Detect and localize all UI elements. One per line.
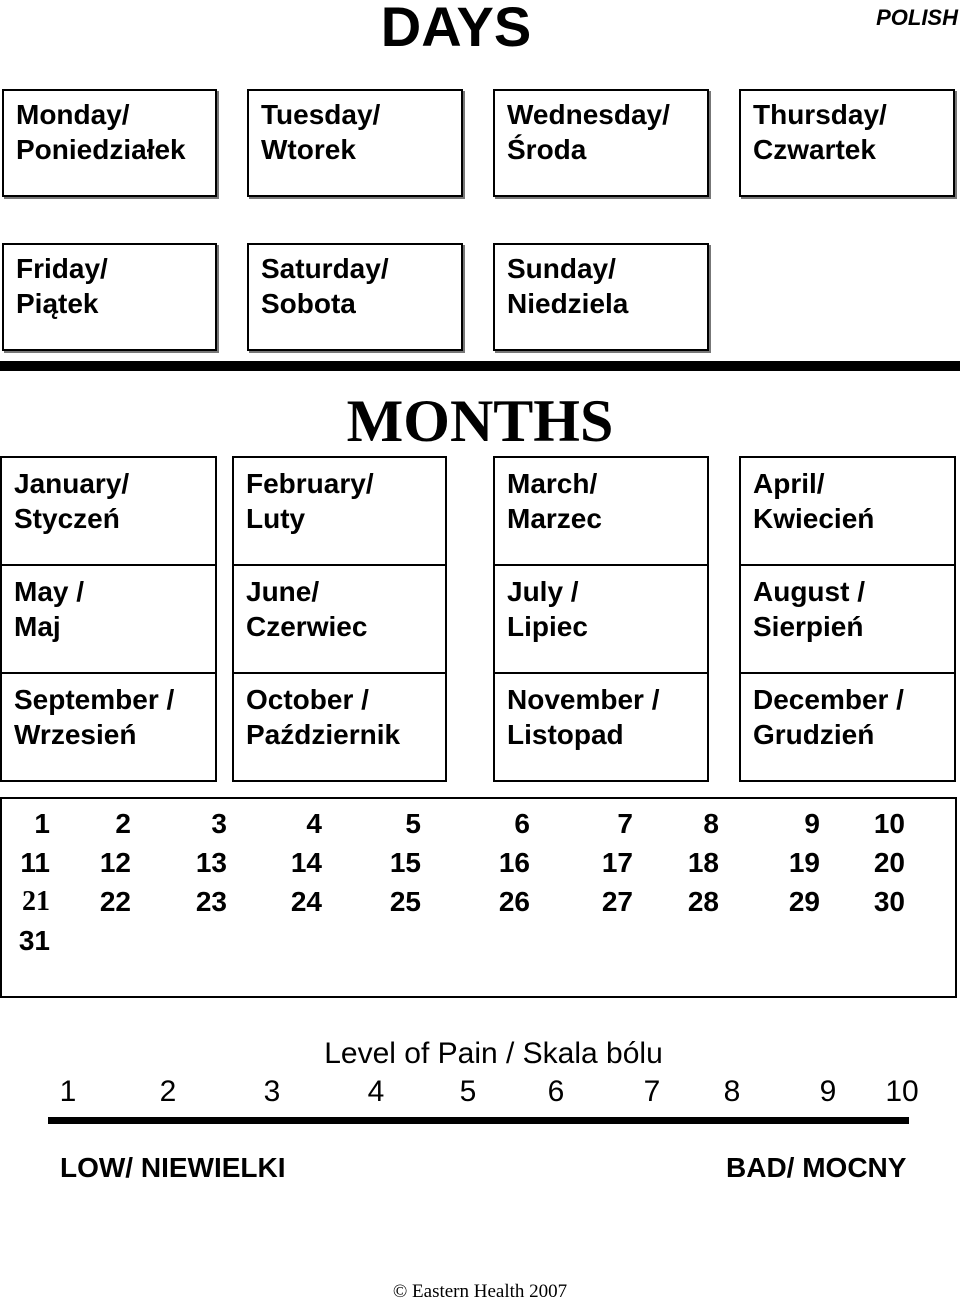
pain-level-number: 7 [643, 1075, 661, 1108]
pain-level-number: 8 [723, 1075, 741, 1108]
month-polish: Lipiec [507, 611, 588, 642]
pain-level-number: 9 [819, 1075, 837, 1108]
day-polish: Niedziela [507, 288, 629, 319]
day-polish: Środa [507, 134, 587, 165]
date-number: 4 [306, 808, 322, 839]
pain-bad-label: BAD/ MOCNY [726, 1152, 907, 1183]
month-polish: Marzec [507, 503, 602, 534]
day-english: Thursday/ [753, 99, 887, 130]
date-number: 17 [601, 847, 633, 878]
date-number: 11 [20, 847, 50, 878]
date-number: 15 [389, 847, 421, 878]
pain-level-number: 1 [59, 1075, 77, 1108]
day-polish: Poniedziałek [16, 134, 186, 165]
days-title: DAYS [380, 0, 532, 58]
day-english: Monday/ [16, 99, 130, 130]
month-box-july [493, 564, 709, 674]
month-box-october [232, 672, 447, 782]
month-polish: Wrzesień [14, 719, 137, 750]
month-english: November / [507, 684, 660, 715]
date-number: 7 [617, 808, 633, 839]
date-number: 8 [703, 808, 719, 839]
date-number: 24 [290, 886, 322, 917]
date-number: 13 [195, 847, 227, 878]
pain-level-number: 10 [885, 1075, 919, 1108]
month-box-april [739, 456, 956, 566]
language-label: POLISH [876, 5, 958, 30]
month-polish: Luty [246, 503, 306, 534]
day-english: Saturday/ [261, 253, 389, 284]
section-divider [0, 361, 960, 371]
months-title: MONTHS [346, 388, 614, 454]
pain-level-number: 3 [263, 1075, 281, 1108]
month-english: December / [753, 684, 904, 715]
day-box-monday [2, 89, 217, 197]
date-number: 3 [211, 808, 227, 839]
month-english: July / [507, 576, 579, 607]
day-polish: Piątek [16, 288, 99, 319]
month-english: October / [246, 684, 369, 715]
date-number: 26 [498, 886, 530, 917]
date-number: 25 [389, 886, 421, 917]
date-number: 23 [195, 886, 227, 917]
date-number: 9 [804, 808, 820, 839]
month-english: March/ [507, 468, 598, 499]
month-box-january [0, 456, 217, 566]
date-number: 31 [18, 925, 50, 956]
date-number: 30 [873, 886, 905, 917]
pain-scale-title: Level of Pain / Skala bólu [324, 1037, 663, 1070]
pain-level-number: 6 [547, 1075, 565, 1108]
day-polish: Czwartek [753, 134, 876, 165]
date-number: 27 [601, 886, 633, 917]
day-box-saturday [247, 243, 463, 351]
month-polish: Styczeń [14, 503, 120, 534]
day-polish: Wtorek [261, 134, 356, 165]
date-number: 16 [498, 847, 530, 878]
pain-level-number: 2 [159, 1075, 177, 1108]
month-polish: Czerwiec [246, 611, 368, 642]
pain-level-number: 4 [367, 1075, 385, 1108]
month-english: February/ [246, 468, 374, 499]
month-box-august [739, 564, 956, 674]
date-number: 20 [873, 847, 905, 878]
date-number: 1 [34, 808, 50, 839]
month-box-december [739, 672, 956, 782]
month-box-june [232, 564, 447, 674]
month-polish: Grudzień [753, 719, 875, 750]
day-english: Tuesday/ [261, 99, 381, 130]
month-box-may [0, 564, 217, 674]
day-box-friday [2, 243, 217, 351]
date-number: 29 [788, 886, 820, 917]
copyright-footer: © Eastern Health 2007 [392, 1281, 568, 1302]
day-english: Sunday/ [507, 253, 616, 284]
day-english: Friday/ [16, 253, 108, 284]
month-box-february [232, 456, 447, 566]
day-english: Wednesday/ [507, 99, 670, 130]
month-box-november [493, 672, 709, 782]
month-english: April/ [753, 468, 825, 499]
month-polish: Sierpień [753, 611, 864, 642]
month-polish: Kwiecień [753, 503, 875, 534]
day-polish: Sobota [261, 288, 356, 319]
month-english: January/ [14, 468, 130, 499]
day-box-thursday [739, 89, 955, 197]
month-box-march [493, 456, 709, 566]
month-polish: Maj [14, 611, 61, 642]
day-box-wednesday [493, 89, 709, 197]
pain-low-label: LOW/ NIEWIELKI [60, 1152, 286, 1183]
month-english: May / [14, 576, 85, 607]
pain-level-number: 5 [459, 1075, 477, 1108]
date-number: 21 [22, 886, 50, 917]
date-number: 6 [514, 808, 530, 839]
month-polish: Listopad [507, 719, 624, 750]
date-number: 10 [873, 808, 905, 839]
month-english: September / [14, 684, 175, 715]
date-number: 22 [99, 886, 131, 917]
month-polish: Październik [246, 719, 401, 750]
month-box-september [0, 672, 217, 782]
date-number: 2 [115, 808, 131, 839]
date-number: 5 [405, 808, 421, 839]
month-english: June/ [246, 576, 320, 607]
pain-scale-bar [48, 1117, 909, 1124]
date-number: 28 [687, 886, 719, 917]
day-box-sunday [493, 243, 709, 351]
date-number: 12 [99, 847, 131, 878]
date-number: 18 [687, 847, 719, 878]
date-number: 14 [290, 847, 322, 878]
date-number: 19 [788, 847, 820, 878]
month-english: August / [753, 576, 865, 607]
day-box-tuesday [247, 89, 463, 197]
